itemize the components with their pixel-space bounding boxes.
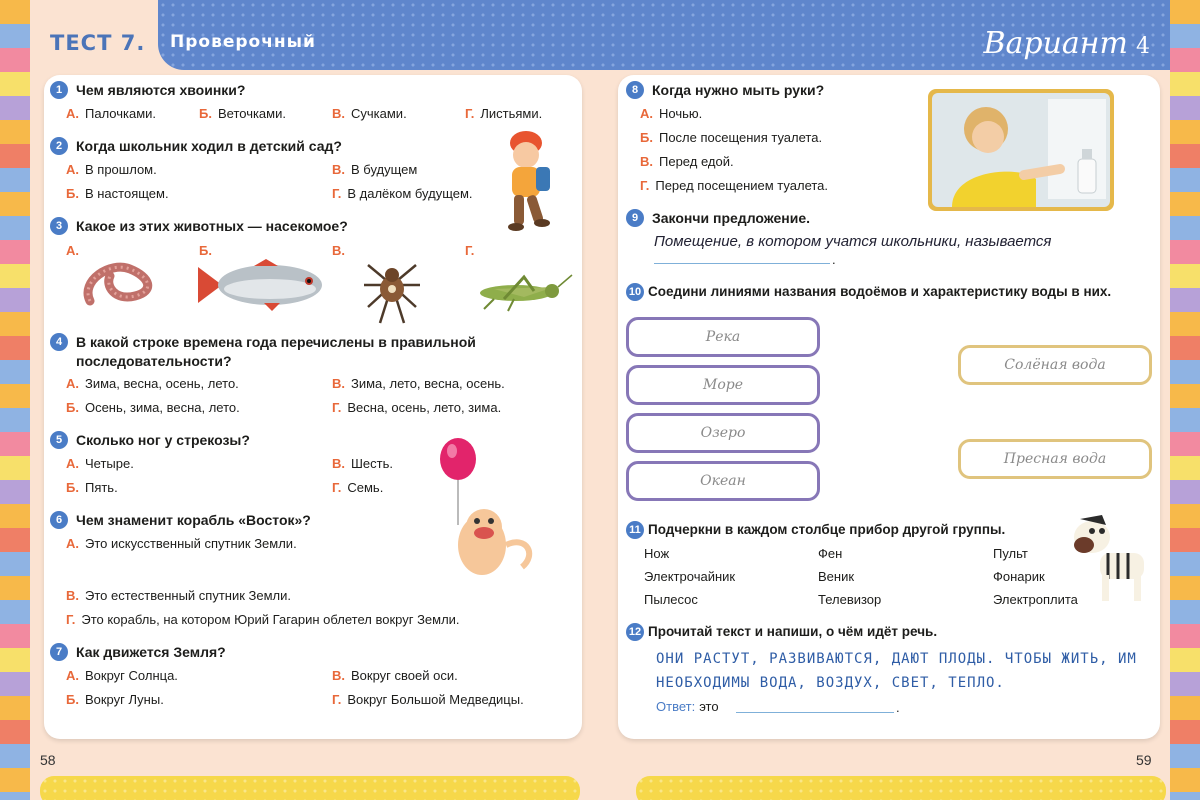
page-number-right: 59 xyxy=(1136,752,1152,768)
q7-option-v[interactable] xyxy=(332,667,458,685)
water-type-salt[interactable]: Солёная вода xyxy=(958,345,1152,385)
q11-col3-item1[interactable]: Пульт xyxy=(993,546,1028,561)
q3-option-b-letter[interactable]: Б. xyxy=(199,243,212,258)
q4-option-b-text: Осень, зима, весна, лето. xyxy=(84,400,240,415)
question-9-text: Закончи предложение. xyxy=(652,210,811,226)
q6-option-v-text: Это естественный спутник Земли. xyxy=(85,588,291,603)
q11-col3-item3[interactable]: Электроплита xyxy=(993,592,1078,607)
q2-option-b[interactable] xyxy=(66,185,169,203)
q4-option-a-text: Зима, весна, осень, лето. xyxy=(85,376,239,391)
q9-answer-blank[interactable] xyxy=(654,263,830,264)
q12-answer-label: Ответ: xyxy=(656,699,696,714)
q12-text-line1: ОНИ РАСТУТ, РАЗВИВАЮТСЯ, ДАЮТ ПЛОДЫ. ЧТОБЫ ЖИТЬ, ИМ xyxy=(656,651,1137,667)
q3-option-a-letter[interactable]: А. xyxy=(66,243,79,258)
question-8-text: Когда нужно мыть руки? xyxy=(652,82,825,98)
q8-option-a-letter: А. xyxy=(640,106,653,121)
q2-option-a-text: В прошлом. xyxy=(85,162,157,177)
q12-answer-prefix: это xyxy=(699,699,719,714)
question-6-text: Чем знаменит корабль «Восток»? xyxy=(76,512,311,528)
q1-option-b[interactable] xyxy=(199,105,286,123)
q12-answer-row xyxy=(656,699,719,714)
q12-text-line2: НЕОБХОДИМЫ ВОДА, ВОЗДУХ, СВЕТ, ТЕПЛО. xyxy=(656,675,1005,691)
q8-option-v-letter: В. xyxy=(640,154,653,169)
bottom-strip-right xyxy=(636,776,1166,800)
q11-col2-item3[interactable]: Телевизор xyxy=(818,592,882,607)
q1-option-v-text: Сучками. xyxy=(351,106,407,121)
q5-option-g-letter: Г. xyxy=(332,480,342,495)
right-decorative-stripes xyxy=(1170,0,1200,800)
q6-option-g-letter: Г. xyxy=(66,612,76,627)
q7-option-b-letter: Б. xyxy=(66,692,79,707)
question-4-text-line1: В какой строке времена года перечислены в правильной xyxy=(76,334,476,350)
q4-option-v[interactable] xyxy=(332,375,505,393)
fish-icon[interactable] xyxy=(194,257,330,313)
question-number-5: 5 xyxy=(50,431,68,449)
variant-word: Вариант xyxy=(983,26,1128,61)
question-number-1: 1 xyxy=(50,81,68,99)
question-number-9: 9 xyxy=(626,209,644,227)
q7-option-b[interactable] xyxy=(66,691,164,709)
q1-option-g[interactable] xyxy=(465,105,542,123)
q1-option-a-text: Палочками. xyxy=(85,106,157,121)
q7-option-b-text: Вокруг Луны. xyxy=(84,692,164,707)
q2-option-g-letter: Г. xyxy=(332,186,342,201)
q11-col1-item2[interactable]: Электрочайник xyxy=(644,569,736,584)
q2-option-g-text: В далёком будущем. xyxy=(347,186,473,201)
q7-option-g-letter: Г. xyxy=(332,692,342,707)
q8-option-v-text: Перед едой. xyxy=(659,154,734,169)
q5-option-b-letter: Б. xyxy=(66,480,79,495)
question-number-8: 8 xyxy=(626,81,644,99)
balloon-creature-illustration xyxy=(432,435,542,595)
q5-option-b-text: Пять. xyxy=(84,480,118,495)
schoolboy-illustration xyxy=(496,127,560,237)
page-number-left: 58 xyxy=(40,752,56,768)
banner-title: Проверочный xyxy=(170,32,316,52)
q6-option-a-letter: А. xyxy=(66,536,79,551)
question-number-6: 6 xyxy=(50,511,68,529)
question-12-text: Прочитай текст и напиши, о чём идёт речь. xyxy=(648,624,938,639)
variant-number: 4 xyxy=(1136,34,1150,59)
q8-option-b[interactable] xyxy=(640,129,822,147)
q5-option-a[interactable] xyxy=(66,455,134,473)
water-body-sea[interactable]: Море xyxy=(626,365,820,405)
q7-option-a-letter: А. xyxy=(66,668,79,683)
q4-option-a[interactable] xyxy=(66,375,239,393)
q9-end-period: . xyxy=(832,252,836,267)
q5-option-v-letter: В. xyxy=(332,456,345,471)
water-body-lake[interactable]: Озеро xyxy=(626,413,820,453)
q8-option-g[interactable] xyxy=(640,177,828,195)
q2-option-a-letter: А. xyxy=(66,162,79,177)
q11-col1-item1[interactable]: Нож xyxy=(644,546,670,561)
q2-option-v-letter: В. xyxy=(332,162,345,177)
left-page-card xyxy=(44,75,582,739)
question-number-7: 7 xyxy=(50,643,68,661)
zebra-illustration xyxy=(1070,513,1152,605)
q5-option-a-letter: А. xyxy=(66,456,79,471)
question-11-text: Подчеркни в каждом столбце прибор другой группы. xyxy=(648,522,1006,537)
q1-option-b-text: Веточками. xyxy=(217,106,286,121)
question-4-text-line2: последовательности? xyxy=(76,353,232,369)
q6-option-a[interactable] xyxy=(66,535,297,553)
q2-option-v-text: В будущем xyxy=(351,162,418,177)
q12-end-period: . xyxy=(896,700,900,715)
q8-option-v[interactable] xyxy=(640,153,734,171)
q1-option-v-letter: В. xyxy=(332,106,345,121)
q4-option-a-letter: А. xyxy=(66,376,79,391)
q11-col1-item3[interactable]: Пылесос xyxy=(644,592,698,607)
question-number-12: 12 xyxy=(626,623,644,641)
q3-option-v-letter[interactable]: В. xyxy=(332,243,345,258)
q7-option-v-text: Вокруг своей оси. xyxy=(351,668,458,683)
test-label: ТЕСТ 7. xyxy=(50,31,146,55)
q11-col3-item2[interactable]: Фонарик xyxy=(993,569,1045,584)
q4-option-g-letter: Г. xyxy=(332,400,342,415)
q4-option-g-text: Весна, осень, лето, зима. xyxy=(347,400,502,415)
earthworm-icon[interactable] xyxy=(80,251,160,311)
q5-option-v[interactable] xyxy=(332,455,393,473)
q11-col2-item2[interactable]: Веник xyxy=(818,569,855,584)
q2-option-a[interactable] xyxy=(66,161,157,179)
q5-option-v-text: Шесть. xyxy=(351,456,393,471)
spider-icon[interactable] xyxy=(362,245,422,325)
q6-option-g[interactable] xyxy=(66,611,460,629)
q5-option-g-text: Семь. xyxy=(347,480,384,495)
q6-option-v[interactable] xyxy=(66,587,291,605)
q2-option-b-letter: Б. xyxy=(66,186,79,201)
question-5-text: Сколько ног у стрекозы? xyxy=(76,432,250,448)
q12-answer-blank[interactable] xyxy=(736,712,894,713)
water-body-river[interactable]: Река xyxy=(626,317,820,357)
question-number-11: 11 xyxy=(626,521,644,539)
q7-option-a[interactable] xyxy=(66,667,178,685)
q4-option-g[interactable] xyxy=(332,399,501,417)
q2-option-g[interactable] xyxy=(332,185,473,203)
question-7-text: Как движется Земля? xyxy=(76,644,226,660)
q5-option-b[interactable] xyxy=(66,479,118,497)
q7-option-g-text: Вокруг Большой Медведицы. xyxy=(347,692,524,707)
q1-option-a[interactable] xyxy=(66,105,156,123)
q1-option-a-letter: А. xyxy=(66,106,79,121)
right-page-card xyxy=(618,75,1160,739)
q8-option-a[interactable] xyxy=(640,105,702,123)
q1-option-g-letter: Г. xyxy=(465,106,475,121)
q8-option-b-letter: Б. xyxy=(640,130,653,145)
q5-option-a-text: Четыре. xyxy=(85,456,134,471)
variant-label xyxy=(983,26,1150,61)
q4-option-v-letter: В. xyxy=(332,376,345,391)
q7-option-g[interactable] xyxy=(332,691,524,709)
q9-sentence: Помещение, в котором учатся школьники, называется xyxy=(654,233,1052,250)
question-number-4: 4 xyxy=(50,333,68,351)
q7-option-v-letter: В. xyxy=(332,668,345,683)
q2-option-b-text: В настоящем. xyxy=(84,186,169,201)
header-banner xyxy=(158,0,1170,70)
q8-option-g-letter: Г. xyxy=(640,178,650,193)
q7-option-a-text: Вокруг Солнца. xyxy=(85,668,178,683)
q6-option-a-text: Это искусственный спутник Земли. xyxy=(85,536,297,551)
question-3-text: Какое из этих животных — насекомое? xyxy=(76,218,348,234)
water-body-ocean[interactable]: Океан xyxy=(626,461,820,501)
q5-option-g[interactable] xyxy=(332,479,383,497)
q4-option-b[interactable] xyxy=(66,399,240,417)
water-type-fresh[interactable]: Пресная вода xyxy=(958,439,1152,479)
question-1-text: Чем являются хвоинки? xyxy=(76,82,246,98)
bottom-strip-left xyxy=(40,776,580,800)
question-number-3: 3 xyxy=(50,217,68,235)
q4-option-v-text: Зима, лето, весна, осень. xyxy=(351,376,505,391)
child-washing-hands-photo xyxy=(928,89,1114,211)
question-10-text: Соедини линиями названия водоёмов и характеристику воды в них. xyxy=(648,284,1112,299)
question-number-10: 10 xyxy=(626,283,644,301)
question-2-text: Когда школьник ходил в детский сад? xyxy=(76,138,342,154)
q8-option-g-text: Перед посещением туалета. xyxy=(655,178,829,193)
q2-option-v[interactable] xyxy=(332,161,417,179)
q11-col2-item1[interactable]: Фен xyxy=(818,546,843,561)
left-decorative-stripes xyxy=(0,0,30,800)
q1-option-g-text: Листьями. xyxy=(480,106,543,121)
q1-option-v[interactable] xyxy=(332,105,407,123)
grasshopper-icon[interactable] xyxy=(464,269,574,313)
q6-option-v-letter: В. xyxy=(66,588,79,603)
q1-option-b-letter: Б. xyxy=(199,106,212,121)
question-number-2: 2 xyxy=(50,137,68,155)
q4-option-b-letter: Б. xyxy=(66,400,79,415)
q8-option-b-text: После посещения туалета. xyxy=(658,130,823,145)
q6-option-g-text: Это корабль, на котором Юрий Гагарин облетел вокруг Земли. xyxy=(81,612,460,627)
page-header xyxy=(30,0,1170,72)
q8-option-a-text: Ночью. xyxy=(659,106,703,121)
q3-option-g-letter[interactable]: Г. xyxy=(465,243,475,258)
